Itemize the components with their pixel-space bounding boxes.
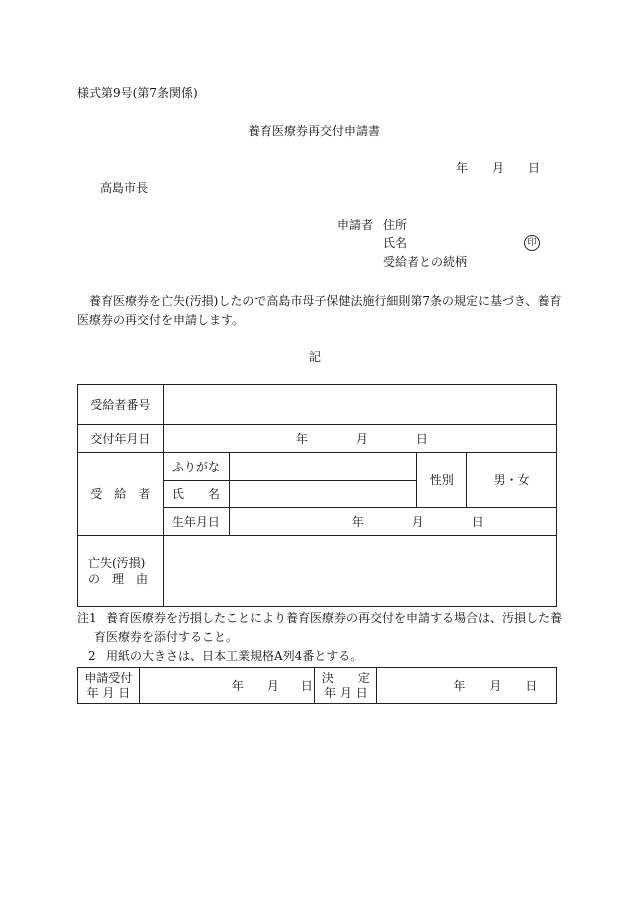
note1-line1: 養育医療券を汚損したことにより養育医療券の再交付を申請する場合は、汚損した養 <box>106 611 563 625</box>
birth-date-month: 月 <box>411 514 424 529</box>
applicant-label: 申請者 <box>337 218 374 232</box>
name-field[interactable] <box>229 481 416 508</box>
date-day: 日 <box>528 161 541 175</box>
issue-date-label: 交付年月日 <box>78 425 164 453</box>
addressee: 高島市長 <box>100 181 149 195</box>
bottom-form-table <box>77 667 557 704</box>
received-day: 日 <box>300 678 313 693</box>
received-date-label-line2: 年 月 日 <box>86 685 131 700</box>
note1-prefix: 注1 <box>77 611 97 625</box>
applicant-name-label: 氏名 <box>383 236 408 250</box>
birth-date-field[interactable] <box>229 508 556 536</box>
received-date-label-line1: 申請受付 <box>84 670 133 685</box>
applicant-relation-label: 受給者との続柄 <box>383 255 468 269</box>
issue-date-field[interactable] <box>163 425 556 453</box>
date-month: 月 <box>492 161 505 175</box>
page-title: 養育医療券再交付申請書 <box>248 124 381 138</box>
note2-text: 用紙の大きさは、日本工業規格A列4番とする。 <box>106 649 363 663</box>
note2-prefix: 2 <box>88 649 96 663</box>
received-month: 月 <box>266 678 279 693</box>
decision-month: 月 <box>489 678 502 693</box>
seal-icon <box>524 234 540 251</box>
gender-label: 性別 <box>417 453 467 508</box>
received-date-label <box>78 668 140 704</box>
recipient-number-field[interactable] <box>163 385 556 425</box>
seal-mark: 印 <box>524 235 540 251</box>
decision-date-label-line1: 決 定 <box>321 670 370 685</box>
birth-date-year: 年 <box>351 514 364 529</box>
form-number: 様式第9号(第7条関係) <box>77 86 198 100</box>
decision-year: 年 <box>453 678 466 693</box>
reason-label-line1: 亡失(汚損) <box>88 556 146 570</box>
decision-date-label <box>315 668 377 704</box>
note1-line2: 育医療券を添付すること。 <box>94 630 239 644</box>
date-year: 年 <box>456 161 469 175</box>
ki-label: 記 <box>309 350 322 364</box>
furigana-label: ふりがな <box>163 453 229 481</box>
applicant-address-label: 住所 <box>383 218 408 232</box>
issue-date-day: 日 <box>415 431 428 446</box>
body-text-line1: 養育医療券を亡失(汚損)したので高島市母子保健法施行細則第7条の規定に基づき、養育 <box>89 294 562 308</box>
decision-day: 日 <box>525 678 538 693</box>
received-date-field[interactable] <box>139 668 315 704</box>
body-text-line2: 医療券の再交付を申請します。 <box>77 313 245 327</box>
decision-date-label-line2: 年 月 日 <box>324 685 368 700</box>
name-label: 氏 名 <box>163 481 229 508</box>
birth-date-label: 生年月日 <box>163 508 229 536</box>
main-form-table <box>77 384 557 607</box>
reason-field[interactable] <box>163 536 556 607</box>
issue-date-month: 月 <box>355 431 368 446</box>
recipient-label: 受 給 者 <box>78 453 164 536</box>
reason-label <box>78 536 164 607</box>
birth-date-day: 日 <box>471 514 484 529</box>
reason-label-line2: の 理 由 <box>88 572 149 586</box>
recipient-number-label: 受給者番号 <box>78 385 164 425</box>
issue-date-year: 年 <box>295 431 308 446</box>
furigana-field[interactable] <box>229 453 416 481</box>
decision-date-field[interactable] <box>377 668 557 704</box>
received-year: 年 <box>231 678 244 693</box>
gender-value[interactable]: 男・女 <box>467 453 557 508</box>
